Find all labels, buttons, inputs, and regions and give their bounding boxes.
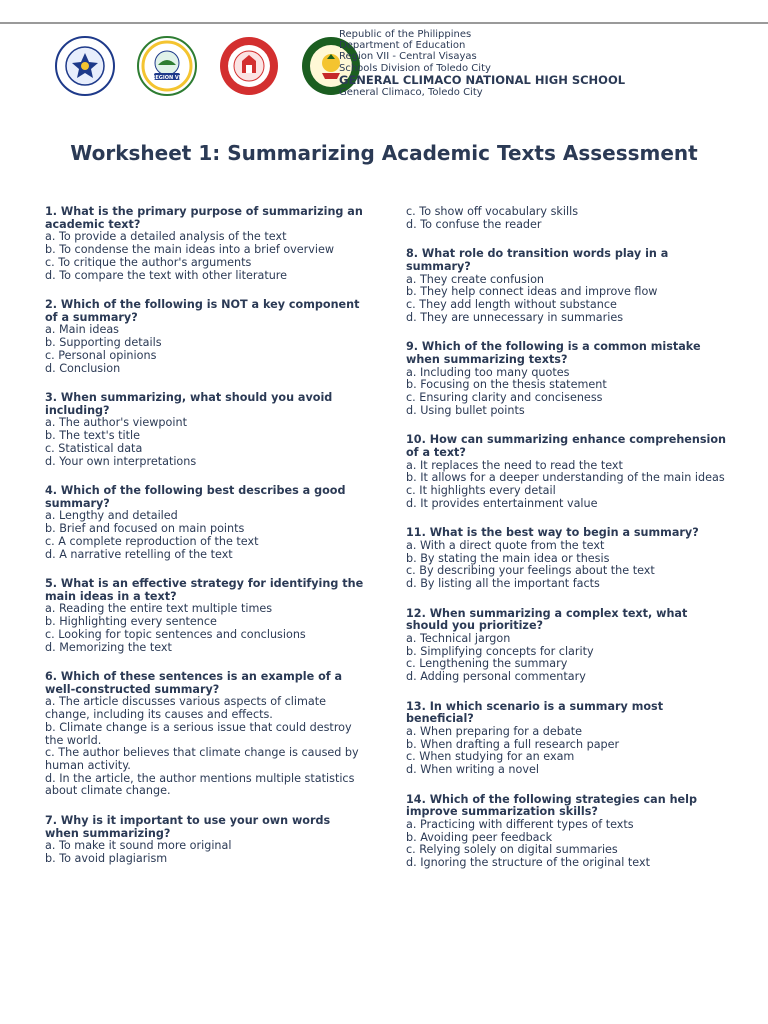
answer-option: c. A complete reproduction of the text xyxy=(45,534,259,548)
answer-option: c. Personal opinions xyxy=(45,348,157,362)
answer-option: a. Reading the entire text multiple times xyxy=(45,602,273,616)
answer-option: a. To make it sound more original xyxy=(45,839,232,853)
question-text: 2. Which of the following is NOT a key component of a summary? xyxy=(45,298,360,324)
header-text-block xyxy=(339,29,625,98)
question-block xyxy=(45,206,365,282)
answer-option: b. The text's title xyxy=(45,429,140,443)
school-address: General Climaco, Toledo City xyxy=(339,86,483,98)
header-line-division: Schools Division of Toledo City xyxy=(339,62,491,74)
answer-option: a. Main ideas xyxy=(45,323,120,337)
answer-option: a. They create confusion xyxy=(406,272,545,286)
header-line-department: Department of Education xyxy=(339,40,466,52)
answer-option: c. Lengthening the summary xyxy=(406,657,568,671)
header-line-republic: Republic of the Philippines xyxy=(339,29,472,40)
question-block xyxy=(406,608,726,684)
question-text: 3. When summarizing, what should you avoid including? xyxy=(45,391,333,417)
question-block xyxy=(45,578,365,654)
answer-option: d. They are unnecessary in summaries xyxy=(406,310,624,324)
top-divider xyxy=(0,22,768,24)
answer-option: a. With a direct quote from the text xyxy=(406,538,605,552)
answer-option: b. They help connect ideas and improve flow xyxy=(406,285,658,299)
answer-option: b. When drafting a full research paper xyxy=(406,737,620,751)
question-text: 4. Which of the following best describes a good summary? xyxy=(45,484,346,510)
worksheet-title: Worksheet 1: Summarizing Academic Texts Assessment xyxy=(70,141,698,165)
answer-option: b. Brief and focused on main points xyxy=(45,522,245,536)
answer-option: a. Including too many quotes xyxy=(406,365,570,379)
answer-option: b. Climate change is a serious issue that could destroy the world. xyxy=(45,720,352,747)
question-block xyxy=(406,701,726,777)
answer-option: d. A narrative retelling of the text xyxy=(45,547,233,561)
answer-option: d. Ignoring the structure of the original text xyxy=(406,856,650,870)
school-name: GENERAL CLIMACO NATIONAL HIGH SCHOOL xyxy=(339,72,626,87)
question-text: 11. What is the best way to begin a summary? xyxy=(406,526,699,540)
question-block xyxy=(45,815,365,866)
question-block xyxy=(45,671,365,798)
answer-option: b. By stating the main idea or thesis xyxy=(406,551,610,565)
question-text: 5. What is an effective strategy for identifying the main ideas in a text? xyxy=(45,577,364,603)
answer-option: a. Practicing with different types of texts xyxy=(406,818,634,831)
answer-option: d. Memorizing the text xyxy=(45,640,172,654)
deped-seal-logo xyxy=(48,35,122,97)
answer-option: c. By describing your feelings about the text xyxy=(406,564,655,578)
answer-option: d. Your own interpretations xyxy=(45,454,197,468)
answer-option: b. To condense the main ideas into a brief overview xyxy=(45,243,335,257)
answer-option: c. The author believes that climate change is caused by human activity. xyxy=(45,746,359,772)
division-seal-logo xyxy=(212,35,286,97)
answer-option: d. Using bullet points xyxy=(406,403,525,417)
answer-option: a. Lengthy and detailed xyxy=(45,509,178,523)
answer-option: d. Adding personal commentary xyxy=(406,670,586,684)
answer-option: d. When writing a novel xyxy=(406,763,539,777)
question-block xyxy=(406,794,726,870)
right-question-column xyxy=(406,206,726,887)
answer-option: c. When studying for an exam xyxy=(406,750,575,764)
question-text: 8. What role do transition words play in a summary? xyxy=(406,247,669,273)
answer-option: b. Focusing on the thesis statement xyxy=(406,378,607,392)
answer-option: d. In the article, the author mentions multiple statistics about climate change. xyxy=(45,771,355,798)
question-text: 1. What is the primary purpose of summarizing an academic text? xyxy=(45,205,363,231)
answer-option: d. Conclusion xyxy=(45,361,121,375)
answer-option: d. To compare the text with other literature xyxy=(45,268,288,282)
answer-option: a. When preparing for a debate xyxy=(406,724,582,738)
answer-option: d. To confuse the reader xyxy=(406,217,542,231)
question-text: 6. Which of these sentences is an example of a well-constructed summary? xyxy=(45,670,343,696)
answer-option: c. Ensuring clarity and conciseness xyxy=(406,391,603,405)
question-text: 13. In which scenario is a summary most beneficial? xyxy=(406,699,664,726)
answer-option: c. It highlights every detail xyxy=(406,484,556,498)
answer-option: a. The author's viewpoint xyxy=(45,416,187,430)
answer-option: c. Relying solely on digital summaries xyxy=(406,843,618,857)
region-vii-logo xyxy=(130,35,204,97)
question-block xyxy=(45,392,365,468)
question-block xyxy=(406,206,726,231)
answer-option: c. To critique the author's arguments xyxy=(45,255,252,269)
question-block xyxy=(406,341,726,417)
question-text: 9. Which of the following is a common mistake when summarizing texts? xyxy=(406,340,701,366)
answer-option: c. To show off vocabulary skills xyxy=(406,205,579,218)
answer-option: d. By listing all the important facts xyxy=(406,577,600,591)
answer-option: a. The article discusses various aspects of climate change, including its causes and effects. xyxy=(45,695,327,722)
question-text: 14. Which of the following strategies can help improve summarization skills? xyxy=(406,792,697,819)
answer-option: b. It allows for a deeper understanding of the main ideas xyxy=(406,471,725,485)
question-block xyxy=(406,434,726,510)
answer-option: b. Avoiding peer feedback xyxy=(406,830,553,844)
header-line-region: Region VII - Central Visayas xyxy=(339,51,477,63)
question-block xyxy=(45,485,365,561)
answer-option: b. Simplifying concepts for clarity xyxy=(406,644,594,658)
answer-option: b. Supporting details xyxy=(45,336,162,350)
answer-option: d. It provides entertainment value xyxy=(406,496,598,510)
region-vii-logo-text: REGION VII xyxy=(151,75,183,81)
question-block xyxy=(45,299,365,375)
question-text: 7. Why is it important to use your own words when summarizing? xyxy=(45,813,331,840)
left-question-column xyxy=(45,206,365,883)
question-text: 12. When summarizing a complex text, what should you prioritize? xyxy=(406,606,688,633)
answer-option: a. To provide a detailed analysis of the text xyxy=(45,230,287,244)
question-block xyxy=(406,527,726,591)
answer-option: c. Looking for topic sentences and conclusions xyxy=(45,627,306,641)
answer-option: c. Statistical data xyxy=(45,441,143,455)
question-text: 10. How can summarizing enhance comprehension of a text? xyxy=(406,433,726,459)
answer-option: b. Highlighting every sentence xyxy=(45,615,217,629)
header-logos xyxy=(48,35,368,97)
answer-option: c. They add length without substance xyxy=(406,298,617,312)
question-block xyxy=(406,248,726,324)
answer-option: a. It replaces the need to read the text xyxy=(406,458,623,472)
answer-option: b. To avoid plagiarism xyxy=(45,852,168,866)
answer-option: a. Technical jargon xyxy=(406,631,511,645)
